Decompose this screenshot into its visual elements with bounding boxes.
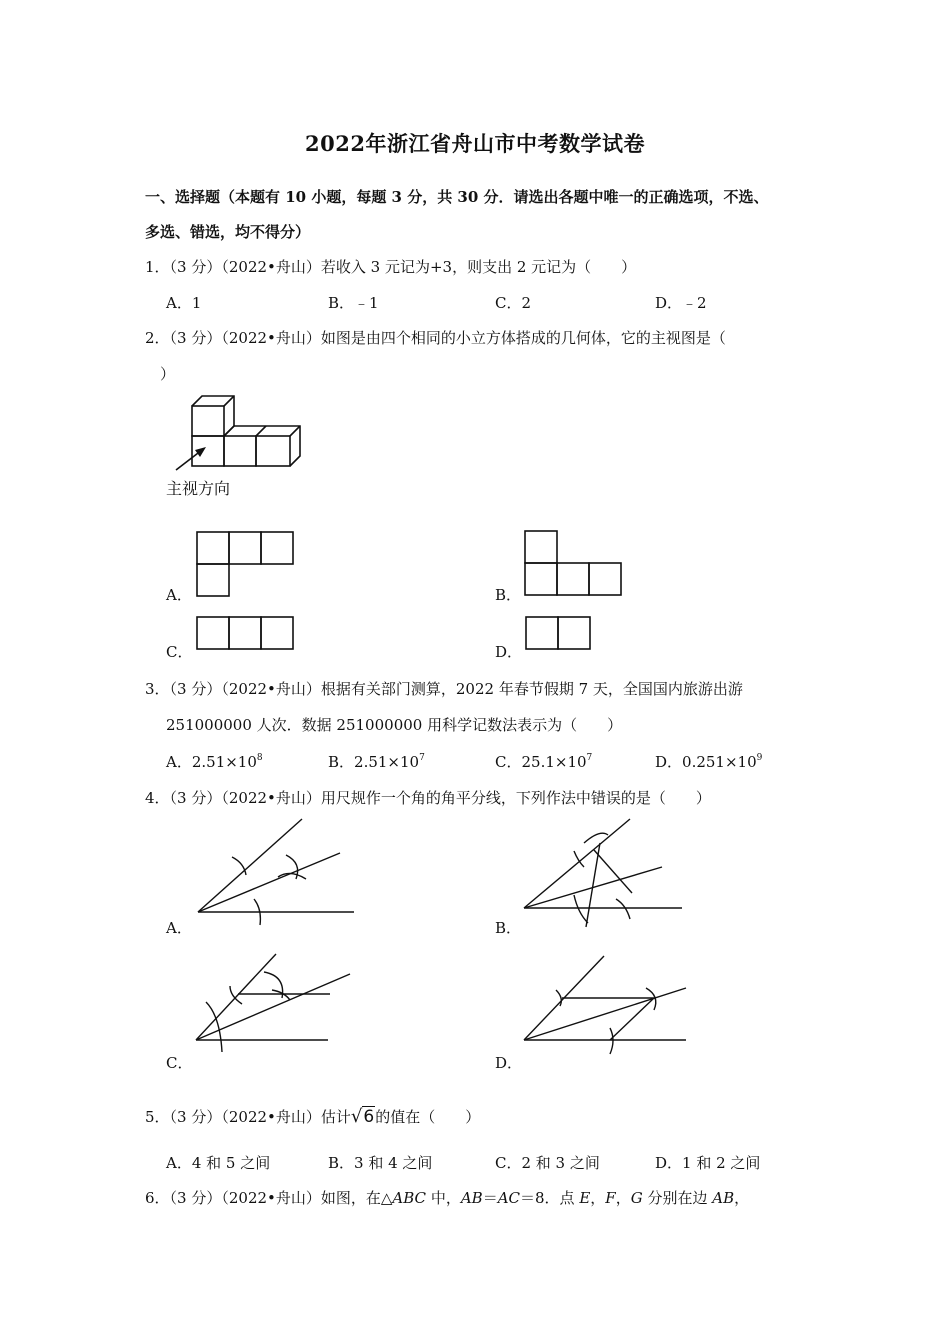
q4-option-d-figure [520, 948, 690, 1053]
q2-solid-figure [160, 390, 320, 470]
q2-stem-end: ） [160, 365, 176, 383]
q4-option-b-label: B． [495, 919, 522, 937]
q3-option-c: C．$25.1\times 10^7$ [495, 753, 593, 771]
q6-stem: 6．（3 分）（2022•舟山）如图，在△ABC 中，AB＝AC＝8．点 E，F，G 分别在边 AB， [145, 1189, 750, 1207]
q3-option-a: A．$2.51\times 10^8$ [166, 753, 263, 771]
q4-option-a-figure [190, 815, 360, 920]
page-title: 2022年浙江省舟山市中考数学试卷 [305, 131, 645, 156]
q4-option-a-label: A． [166, 919, 192, 937]
q4-stem: 4．（3 分）（2022•舟山）用尺规作一个角的角平分线，下列作法中错误的是（ ） [145, 789, 711, 807]
q2-option-b-figure [523, 529, 625, 597]
q4-option-c-label: C． [166, 1054, 193, 1072]
q3-stem-line2: 251000000 人次．数据 251000000 用科学记数法表示为（ ） [166, 716, 623, 734]
q5-option-d: D．1 和 2 之间 [655, 1154, 761, 1172]
q5-option-b: B．3 和 4 之间 [328, 1154, 433, 1172]
q2-option-c-label: C． [166, 643, 193, 661]
q1-option-b: B．﹣1 [328, 294, 379, 312]
q2-option-d-figure [524, 615, 592, 651]
q2-option-c-figure [195, 615, 295, 651]
q2-view-direction-caption: 主视方向 [166, 479, 231, 498]
q1-option-d: D．﹣2 [655, 294, 707, 312]
section-heading-line1: 一、选择题（本题有 10 小题，每题 3 分，共 30 分．请选出各题中唯一的正确选项，不选、 [145, 188, 769, 206]
q5-option-a: A．4 和 5 之间 [166, 1154, 271, 1172]
q2-option-d-label: D． [495, 643, 523, 661]
q2-option-b-label: B． [495, 586, 522, 604]
q1-stem: 1．（3 分）（2022•舟山）若收入 3 元记为+3，则支出 2 元记为（ ） [145, 258, 637, 276]
q3-option-d: D．$0.251\times 10^9$ [655, 753, 763, 771]
q4-option-b-figure [520, 815, 690, 920]
q4-option-c-figure [190, 948, 360, 1053]
q5-option-c: C．2 和 3 之间 [495, 1154, 600, 1172]
q3-option-b: B．$2.51\times 10^7$ [328, 753, 425, 771]
q4-option-d-label: D． [495, 1054, 523, 1072]
section-heading-line2: 多选、错选，均不得分） [145, 223, 311, 241]
q1-option-c: C．2 [495, 294, 532, 312]
q5-stem: 5．（3 分）（2022•舟山）估计√6的值在（ ） [145, 1106, 481, 1127]
sqrt-symbol: √ [350, 1106, 363, 1127]
q1-option-a: A．1 [166, 294, 202, 312]
q2-option-a-label: A． [166, 586, 192, 604]
q2-option-a-figure [195, 530, 295, 596]
q3-stem: 3．（3 分）（2022•舟山）根据有关部门测算，2022 年春节假期 7 天，全国国内旅游出游 [145, 680, 743, 698]
q2-stem: 2．（3 分）（2022•舟山）如图是由四个相同的小立方体搭成的几何体，它的主视图是（ [145, 329, 726, 347]
